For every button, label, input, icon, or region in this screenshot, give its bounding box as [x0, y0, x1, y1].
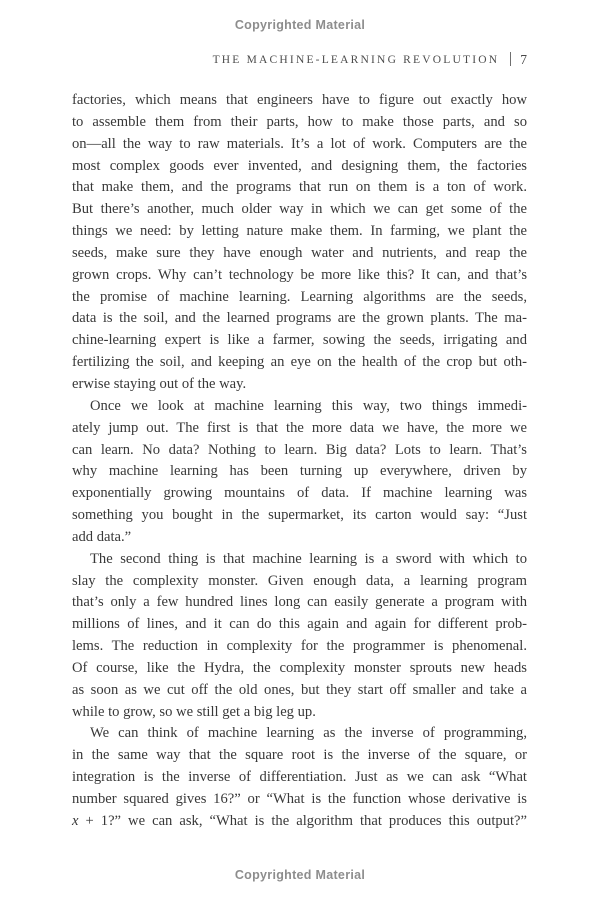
text-line: lems. The reduction in complexity for the programmer is phenomenal. — [72, 638, 527, 655]
text-line: grown crops. Why can’t technology be more like this? It can, and that’s — [72, 266, 527, 283]
copyright-watermark-top: Copyrighted Material — [234, 18, 366, 32]
text-line: exponentially growing mountains of data. If machine learning was — [72, 485, 527, 502]
text-line: the promise of machine learning. Learning algorithms are the seeds, — [72, 288, 527, 305]
text-line: seeds, make sure they have enough water and nutrients, and reap the — [72, 244, 527, 261]
chapter-title: THE MACHINE-LEARNING REVOLUTION — [212, 54, 500, 66]
text-line: add data.” — [72, 528, 132, 545]
text-line: number squared gives 16?” or “What is the function whose derivative is — [72, 791, 527, 807]
text-line: can learn. No data? Nothing to learn. Big data? Lots to learn. That’s — [72, 441, 527, 458]
text-line: in the same way that the square root is the inverse of the square, or — [72, 747, 527, 764]
text-line: But there’s another, much older way in which we can get some of the — [72, 201, 527, 218]
text-line: fertilizing the soil, and keeping an eye on the health of the crop but oth- — [72, 354, 527, 371]
text-line: why machine learning has been turning up everywhere, driven by — [72, 463, 527, 480]
text-line: most complex goods ever invented, and designing them, the factories — [72, 157, 527, 174]
text-line: as soon as we cut off the old ones, but they start off smaller and take a — [72, 681, 527, 698]
text-line: that’s only a few hundred lines long can easily generate a program with — [72, 594, 527, 611]
text-line: x + 1?” we can ask, “What is the algorithm that produces this output?” — [72, 812, 527, 829]
text-line: chine-learning expert is like a farmer, sowing the seeds, irrigating and — [72, 332, 527, 349]
header-separator-bar — [510, 52, 511, 66]
text-line: Once we look at machine learning this way, two things immedi- — [90, 397, 527, 414]
text-line: ately jump out. The first is that the more data we have, the more we — [72, 419, 527, 436]
text-line: things we need: by letting nature make them. In farming, we plant the — [72, 223, 527, 240]
text-line: millions of lines, and it can do this again and again for different prob- — [72, 616, 527, 633]
text-line: on—all the way to raw materials. It’s a lot of work. Computers are the — [72, 135, 527, 152]
text-line: factories, which means that engineers have to figure out exactly how — [72, 92, 527, 108]
page-body — [72, 90, 527, 833]
text-line: The second thing is that machine learning is a sword with which to — [90, 550, 527, 567]
text-line: that make them, and the programs that run on them is a ton of work. — [72, 179, 527, 196]
running-header — [72, 51, 527, 67]
text-line: Of course, like the Hydra, the complexity monster sprouts new heads — [72, 659, 527, 676]
text-line: slay the complexity monster. Given enough data, a learning program — [72, 572, 527, 589]
text-line: erwise staying out of the way. — [72, 375, 247, 392]
text-line: to assemble them from their parts, how to make those parts, and so — [72, 113, 527, 130]
text-line: something you bought in the supermarket, its carton would say: “Just — [72, 507, 527, 524]
text-line: while to grow, so we still get a big leg up. — [72, 703, 316, 720]
copyright-watermark-bottom: Copyrighted Material — [234, 868, 366, 882]
text-line: We can think of machine learning as the inverse of programming, — [90, 725, 527, 742]
text-line: integration is the inverse of differentiation. Just as we can ask “What — [72, 769, 527, 786]
text-line: data is the soil, and the learned programs are the grown plants. The ma- — [72, 310, 527, 327]
page-number: 7 — [520, 52, 527, 67]
